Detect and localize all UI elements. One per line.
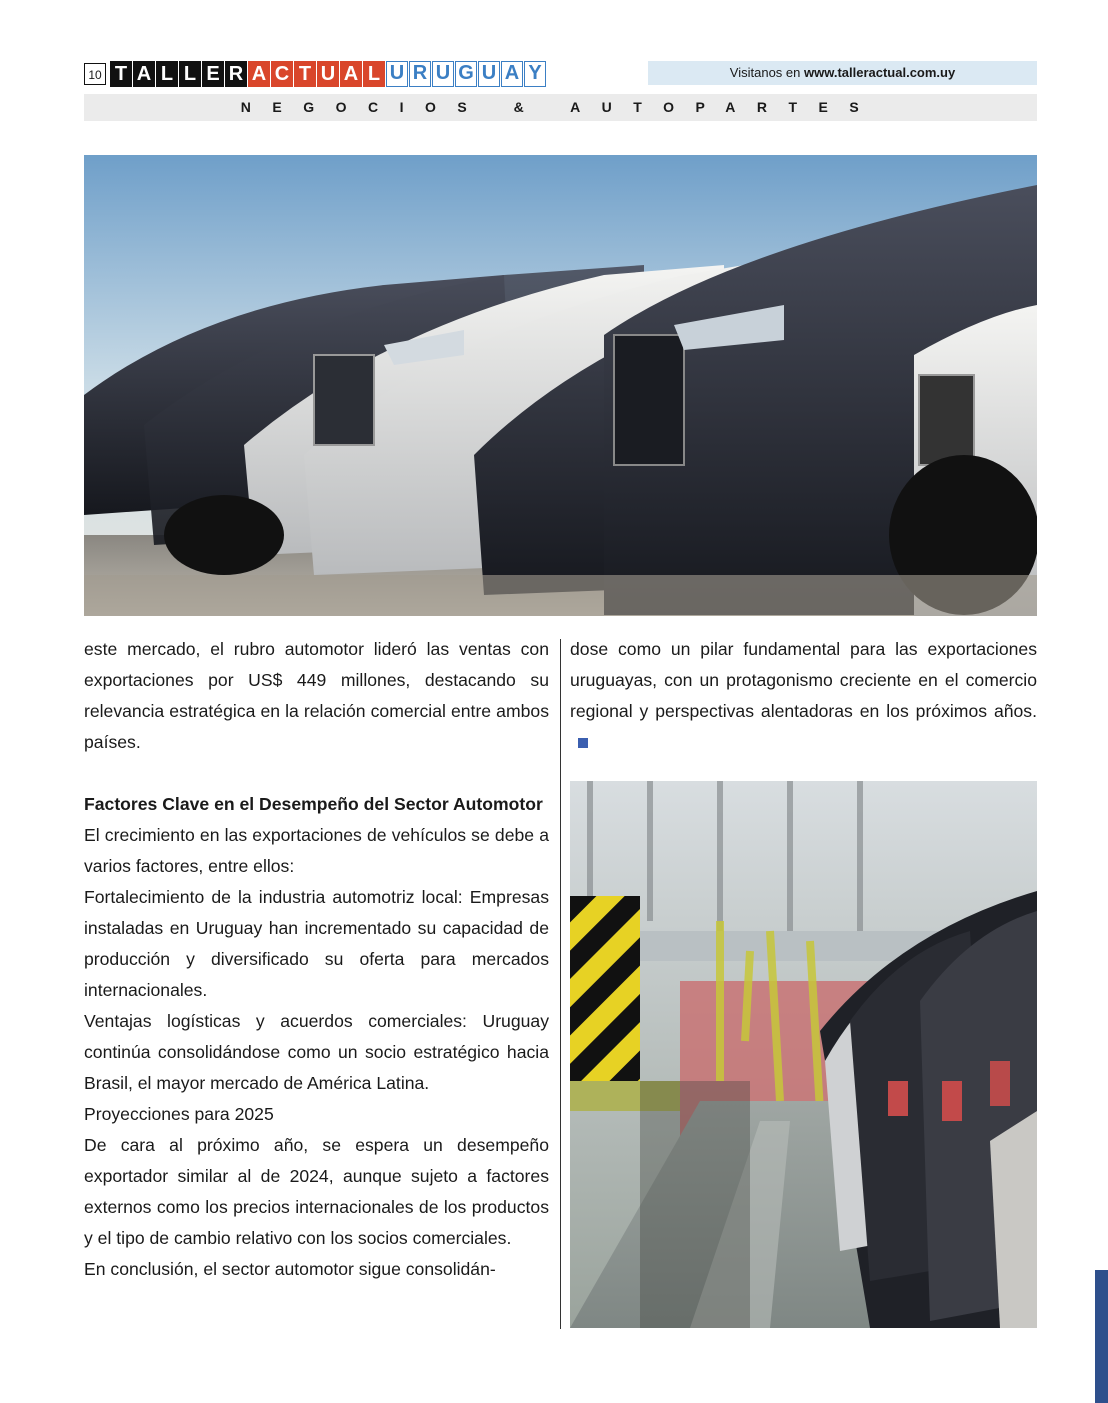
- logo-letter: A: [133, 61, 155, 87]
- end-of-article-icon: [578, 738, 588, 748]
- brand-logo: [110, 61, 546, 87]
- article-right-column: [570, 634, 1037, 758]
- logo-letter: U: [386, 61, 408, 87]
- logo-letter: C: [271, 61, 293, 87]
- hero-cars-photo: [84, 155, 1037, 616]
- section-heading: Factores Clave en el Desempeño del Sector Automotor: [84, 794, 543, 814]
- paragraph: Ventajas logísticas y acuerdos comerciales: Uruguay continúa consolidándose como un socio estratégico hacia Brasil, el mayor mercado de América Latina.: [84, 1011, 549, 1093]
- visit-prefix: Visitanos en: [729, 65, 804, 80]
- factory-line-photo: [570, 781, 1037, 1328]
- logo-letter: R: [409, 61, 431, 87]
- paragraph: En conclusión, el sector automotor sigue consolidán-: [84, 1259, 496, 1279]
- paragraph: Proyecciones para 2025: [84, 1104, 274, 1124]
- website-link[interactable]: www.talleractual.com.uy: [803, 65, 956, 80]
- article-left-column: [84, 634, 549, 1285]
- logo-letter: T: [294, 61, 316, 87]
- website-banner: [648, 61, 1037, 85]
- column-divider: [560, 639, 561, 1329]
- continuation-text: dose como un pilar fundamental para las exportaciones uruguayas, con un protagonismo creciente en el comercio regional y perspectivas alentadoras en los próximos años.: [570, 639, 1037, 721]
- paragraph: De cara al próximo año, se espera un desempeño exportador similar al de 2024, aunque sujeto a factores externos como los precios internacionales de los productos y el tipo de cambio relativo con los socios comerciales.: [84, 1135, 549, 1248]
- logo-letter: L: [156, 61, 178, 87]
- section-bar: NEGOCIOS & AUTOPARTES: [84, 94, 1037, 121]
- logo-letter: T: [110, 61, 132, 87]
- logo-letter: U: [432, 61, 454, 87]
- side-tab: [1095, 1270, 1108, 1403]
- logo-letter: U: [478, 61, 500, 87]
- logo-letter: L: [179, 61, 201, 87]
- intro-paragraph: este mercado, el rubro automotor lideró las ventas con exportaciones por US$ 449 millones, destacando su relevancia estratégica en la relación comercial entre ambos países.: [84, 639, 549, 752]
- logo-letter: L: [363, 61, 385, 87]
- logo-letter: Y: [524, 61, 546, 87]
- logo-letter: A: [501, 61, 523, 87]
- logo-letter: E: [202, 61, 224, 87]
- page-number: 10: [84, 63, 106, 85]
- logo-letter: R: [225, 61, 247, 87]
- logo-letter: A: [340, 61, 362, 87]
- logo-letter: G: [455, 61, 477, 87]
- paragraph: El crecimiento en las exportaciones de vehículos se debe a varios factores, entre ellos:: [84, 825, 549, 876]
- paragraph: Fortalecimiento de la industria automotriz local: Empresas instaladas en Uruguay han incrementado su capacidad de producción y diversificado su oferta para mercados internacionales.: [84, 887, 549, 1000]
- logo-letter: A: [248, 61, 270, 87]
- logo-letter: U: [317, 61, 339, 87]
- continuation-paragraph: [570, 634, 1037, 758]
